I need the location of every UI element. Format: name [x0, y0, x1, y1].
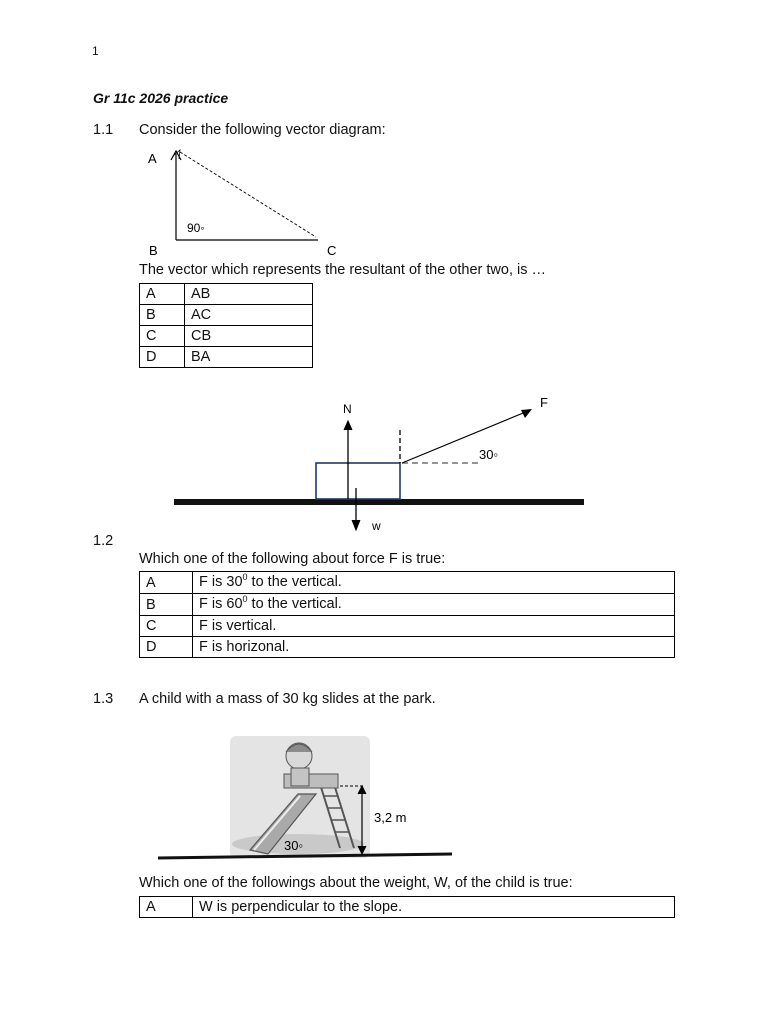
force-block-diagram — [170, 388, 590, 538]
block — [316, 463, 400, 499]
option-letter: C — [140, 326, 185, 347]
label-n: N — [343, 402, 352, 416]
option-letter: D — [140, 637, 193, 658]
option-text: W is perpendicular to the slope. — [193, 897, 675, 918]
option-text-part: F is 30 — [199, 574, 243, 590]
option-text: F is horizonal. — [193, 637, 675, 658]
options-table-1-2 — [139, 571, 675, 658]
question-1-2-text: Which one of the following about force F is true: — [139, 551, 446, 567]
option-text-part: to the vertical. — [247, 596, 342, 612]
option-letter: A — [140, 572, 193, 594]
angle-label-30: 30◦ — [479, 447, 499, 462]
degree-superscript: 0 — [242, 594, 248, 604]
label-a: A — [148, 151, 157, 166]
option-row[interactable] — [140, 326, 313, 347]
height-arrowhead-up — [358, 786, 366, 794]
option-row[interactable] — [140, 897, 675, 918]
label-c: C — [327, 243, 337, 258]
options-table-1-3 — [139, 896, 675, 918]
option-row[interactable] — [140, 305, 313, 326]
question-1-3-prompt: A child with a mass of 30 kg slides at the park. — [139, 691, 436, 707]
question-1-1-prompt: Consider the following vector diagram: — [139, 122, 386, 138]
height-arrowhead-down — [358, 846, 366, 854]
right-angle-label: 90◦ — [187, 221, 205, 235]
options-table-1-1 — [139, 283, 313, 368]
ground-surface — [174, 499, 584, 505]
height-label: 3,2 m — [374, 810, 407, 825]
label-b: B — [149, 243, 158, 258]
option-row[interactable] — [140, 284, 313, 305]
option-text — [193, 594, 675, 616]
option-text-part: to the vertical. — [247, 574, 342, 590]
option-row[interactable] — [140, 616, 675, 637]
option-letter: B — [140, 594, 193, 616]
option-letter: A — [140, 897, 193, 918]
option-text: BA — [185, 347, 313, 368]
question-number-1-2: 1.2 — [93, 533, 114, 549]
option-row[interactable] — [140, 572, 675, 594]
document-title: Gr 11c 2026 practice — [93, 90, 229, 106]
option-text — [193, 572, 675, 594]
degree-superscript: 0 — [242, 572, 248, 582]
question-1-3-text: Which one of the followings about the weight, W, of the child is true: — [139, 875, 573, 891]
normal-force-arrowhead — [344, 421, 352, 430]
vector-triangle-diagram — [140, 140, 360, 265]
option-text-part: F is 60 — [199, 596, 243, 612]
option-text: AB — [185, 284, 313, 305]
slide-diagram — [150, 732, 460, 864]
slide-angle-label: 30◦ — [284, 838, 304, 853]
label-w: w — [372, 519, 381, 533]
option-letter: A — [140, 284, 185, 305]
option-letter: B — [140, 305, 185, 326]
option-row[interactable] — [140, 637, 675, 658]
question-1-1-text: The vector which represents the resultant of the other two, is … — [139, 262, 546, 278]
child-hair — [286, 744, 312, 752]
force-f-line — [402, 411, 528, 463]
label-f: F — [540, 395, 548, 410]
page-number: 1 — [92, 44, 99, 58]
question-number-1-1: 1.1 — [93, 122, 114, 138]
option-letter: D — [140, 347, 185, 368]
option-row[interactable] — [140, 594, 675, 616]
option-letter: C — [140, 616, 193, 637]
ground-line — [158, 854, 452, 858]
option-text: F is vertical. — [193, 616, 675, 637]
option-row[interactable] — [140, 347, 313, 368]
weight-arrowhead — [352, 520, 360, 530]
question-number-1-3: 1.3 — [93, 691, 114, 707]
child-body — [291, 768, 309, 786]
option-text: AC — [185, 305, 313, 326]
option-text: CB — [185, 326, 313, 347]
